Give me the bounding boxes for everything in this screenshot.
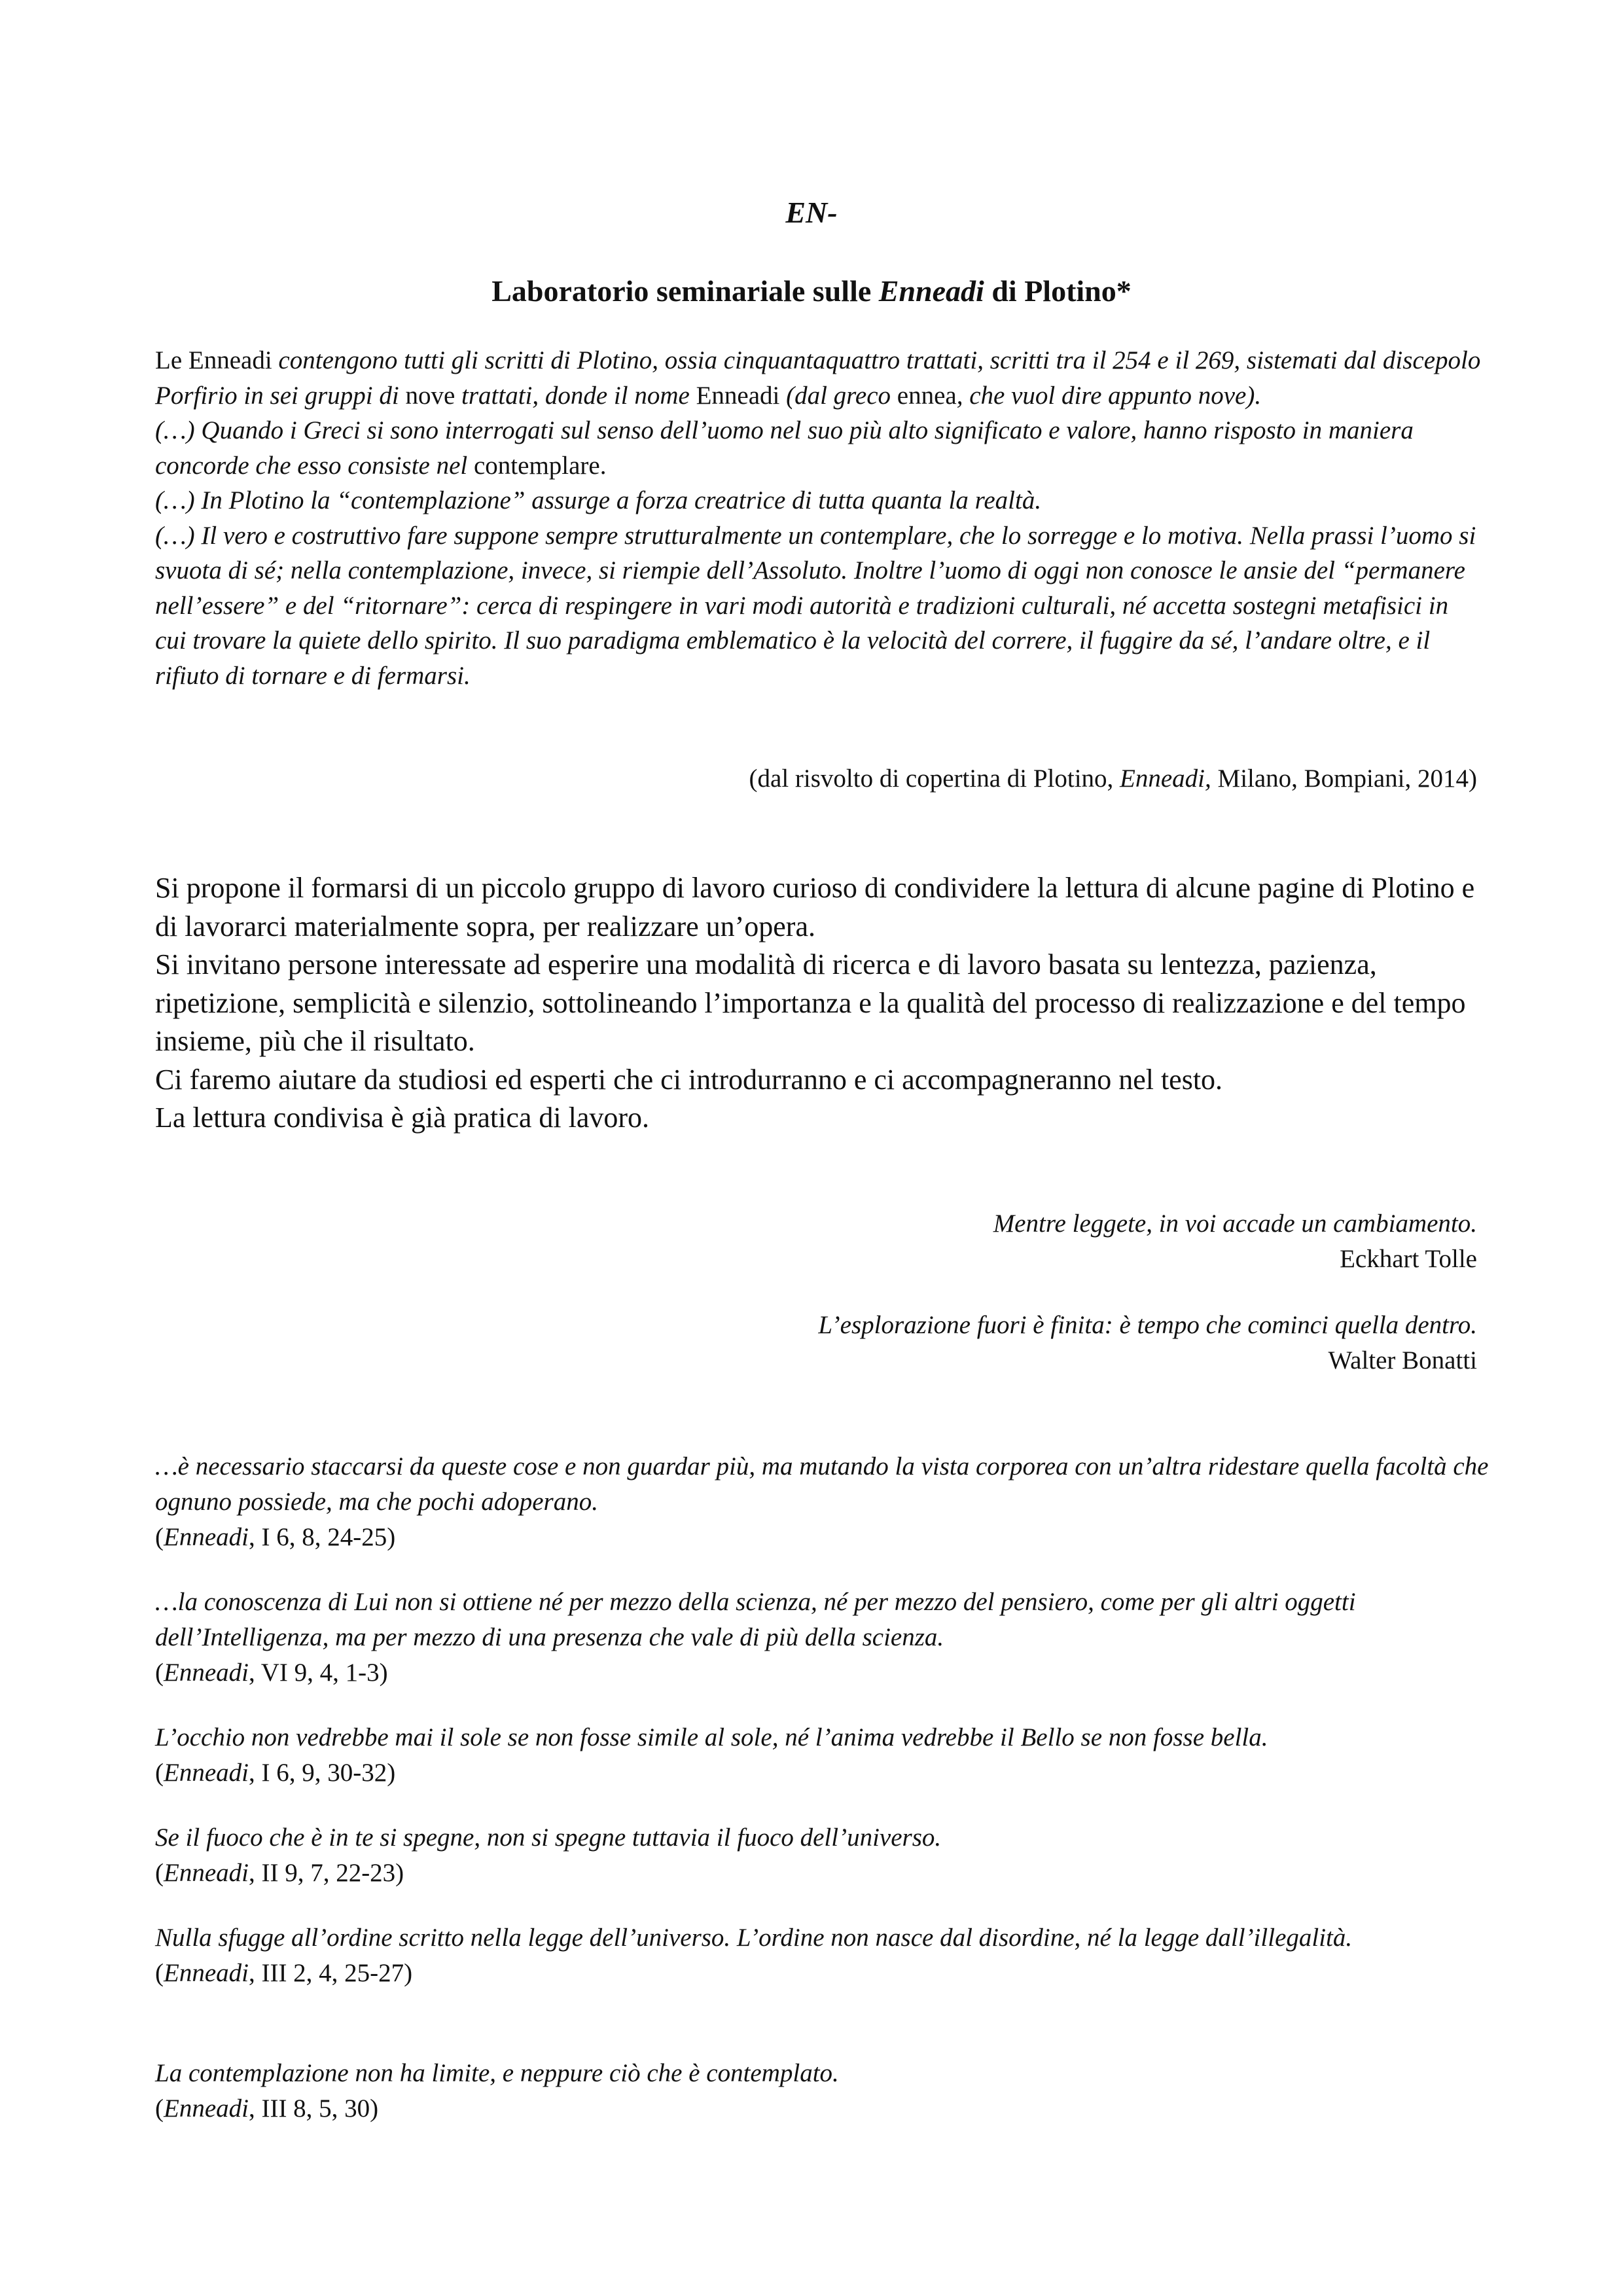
quote-author: Eckhart Tolle (1340, 1245, 1477, 1273)
excerpt (155, 1920, 1490, 1991)
quote-text: L’esplorazione fuori è finita: è tempo che cominci quella dentro. (818, 1311, 1477, 1339)
title-work: Enneadi (878, 274, 984, 308)
excerpt-text: L’occhio non vedrebbe mai il sole se non fosse simile al sole, né l’anima vedrebbe il Bello se non fosse bella. (155, 1723, 1268, 1751)
excerpt-reference: (Enneadi, VI 9, 4, 1-3) (155, 1659, 388, 1687)
proposal-body (155, 869, 1490, 1138)
excerpt-text: La contemplazione non ha limite, e neppure ciò che è contemplato. (155, 2059, 839, 2087)
excerpt-reference: (Enneadi, III 8, 5, 30) (155, 2094, 379, 2123)
body-paragraph: Si invitano persone interessate ad esperire una modalità di ricerca e di lavoro basata su lentezza, pazienza, ripetizione, semplicità e silenzio, sottolineando l’importanza e la qualità del processo di realizzazione e del tempo insieme, più che il risultato. (155, 948, 1466, 1057)
excerpt-text: …è necessario staccarsi da queste cose e non guardar più, ma mutando la vista corporea con un’altra ridestare quella facoltà che ognuno possiede, ma che pochi adoperano. (155, 1452, 1489, 1516)
epigraph-quote (155, 1206, 1477, 1277)
epigraph-quote (155, 1308, 1477, 1378)
document-title (0, 272, 1623, 311)
intro-paragraph-3: (…) In Plotino la “contemplazione” assurge a forza creatrice di tutta quanta la realtà. (155, 486, 1042, 514)
document-prefix: EN- (785, 196, 838, 229)
excerpt-text: …la conoscenza di Lui non si ottiene né per mezzo della scienza, né per mezzo del pensiero, come per gli altri oggetti dell’Intelligenza, ma per mezzo di una presenza che vale di più della scienza. (155, 1588, 1356, 1651)
excerpt (155, 1449, 1490, 1555)
excerpt (155, 1820, 1490, 1891)
excerpt-text: Se il fuoco che è in te si spegne, non si spegne tuttavia il fuoco dell’universo. (155, 1823, 942, 1852)
title-post: di Plotino* (984, 274, 1132, 308)
excerpt (155, 1585, 1490, 1691)
excerpt-reference: (Enneadi, I 6, 8, 24-25) (155, 1523, 396, 1551)
excerpt-reference: (Enneadi, II 9, 7, 22-23) (155, 1859, 404, 1887)
title-pre: Laboratorio seminariale sulle (491, 274, 879, 308)
body-paragraph: La lettura condivisa è già pratica di lavoro. (155, 1102, 650, 1134)
body-paragraph: Si propone il formarsi di un piccolo gruppo di lavoro curioso di condividere la lettura di alcune pagine di Plotino e di lavorarci materialmente sopra, per realizzare un’opera. (155, 872, 1475, 942)
intro-paragraph-2: (…) Quando i Greci si sono interrogati sul senso dell’uomo nel suo più alto significato e valore, hanno risposto in maniera concorde che esso consiste nel contemplare. (155, 416, 1414, 480)
body-paragraph: Ci faremo aiutare da studiosi ed esperti che ci introdurranno e ci accompagneranno nel testo. (155, 1063, 1223, 1096)
intro-paragraph-4: (…) Il vero e costruttivo fare suppone sempre strutturalmente un contemplare, che lo sorregge e lo motiva. Nella prassi l’uomo si svuota di sé; nella contemplazione, invece, si riempie dell’Assoluto. Inoltre l’uomo di oggi non conosce le ansie del “permanere nell’essere” e del “ritornare”: cerca di respingere in vari modi autorità e tradizioni culturali, né accetta sostegni metafisici in cui trovare la quiete dello spirito. Il suo paradigma emblematico è la velocità del correre, il fuggire da sé, l’andare oltre, e il rifiuto di tornare e di fermarsi. (155, 521, 1476, 690)
quote-text: Mentre leggete, in voi accade un cambiamento. (993, 1210, 1477, 1238)
excerpt-reference: (Enneadi, I 6, 9, 30-32) (155, 1759, 396, 1787)
source-citation: (dal risvolto di copertina di Plotino, Enneadi, Milano, Bompiani, 2014) (749, 764, 1477, 793)
excerpt (155, 1720, 1490, 1791)
intro-blurb (155, 343, 1484, 693)
excerpt (155, 2056, 1490, 2126)
excerpt-text: Nulla sfugge all’ordine scritto nella legge dell’universo. L’ordine non nasce dal disordine, né la legge dall’illegalità. (155, 1924, 1353, 1952)
intro-paragraph-1: Le Enneadi contengono tutti gli scritti di Plotino, ossia cinquantaquattro trattati, scritti tra il 254 e il 269, sistemati dal discepolo Porfirio in sei gruppi di nove trattati, donde il nome Enneadi (dal greco ennea, che vuol dire appunto nove). (155, 346, 1481, 410)
quote-author: Walter Bonatti (1328, 1346, 1477, 1374)
excerpt-reference: (Enneadi, III 2, 4, 25-27) (155, 1959, 413, 1987)
